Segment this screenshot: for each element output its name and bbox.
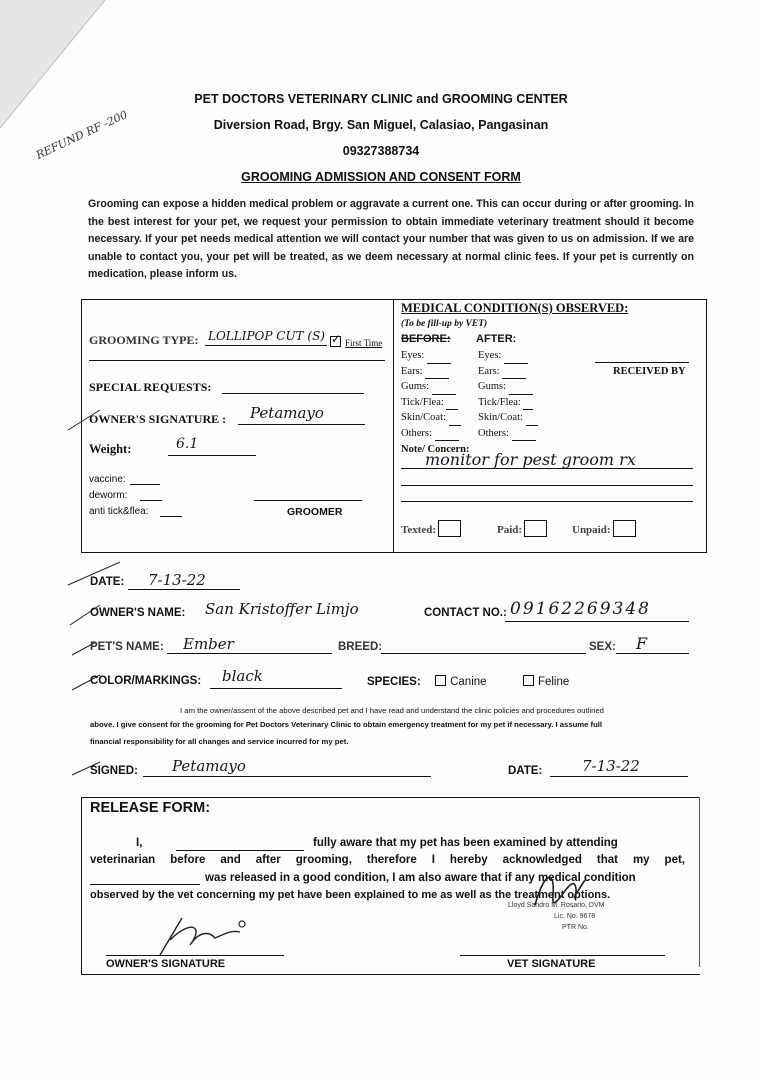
grooming-type-label: GROOMING TYPE: — [89, 333, 199, 347]
medical-subtitle: (To be fill-up by VET) — [401, 319, 488, 329]
owner-signature-scribble — [130, 910, 260, 960]
note-label: Note/ Concern: — [401, 444, 470, 455]
paid-box[interactable] — [524, 520, 547, 537]
clinic-name: PET DOCTORS VETERINARY CLINIC and GROOMING CENTER — [194, 92, 568, 106]
after-label: AFTER: — [476, 333, 517, 345]
owner-name-label: OWNER'S NAME: — [90, 607, 186, 619]
release-i-label: I, — [136, 837, 143, 849]
sex-line — [616, 653, 689, 654]
antitick-field[interactable] — [160, 516, 182, 517]
paid-label: Paid: — [497, 524, 523, 536]
first-time-checkbox[interactable] — [330, 332, 342, 347]
before-eyes: Eyes: — [401, 348, 461, 364]
weight-label: Weight: — [89, 442, 132, 456]
signed-value: Petamayo — [172, 757, 246, 775]
sex-label: SEX: — [589, 641, 616, 653]
stamp-lic: Lic. No. 9678 — [554, 913, 596, 920]
received-by-label: RECEIVED BY — [613, 366, 686, 377]
pet-name-label: PET'S NAME: — [90, 641, 164, 653]
after-skin: Skin/Coat: — [478, 410, 538, 426]
date-value[interactable]: 7-13-22 — [148, 571, 206, 589]
groomer-line — [254, 500, 362, 501]
owner-signature-label: OWNER'S SIGNATURE : — [89, 412, 227, 426]
owner-release-signature-label: OWNER'S SIGNATURE — [106, 958, 226, 970]
vet-signature-line — [460, 955, 665, 956]
release-line-4: observed by the vet concerning my pet have been explained to me as well as the treatment options. — [90, 889, 611, 901]
release-line-3: was released in a good condition, I am also aware that if any medical condition — [205, 872, 636, 884]
contact-value[interactable]: 09162269348 — [510, 599, 651, 619]
clinic-phone: 09327388734 — [342, 144, 420, 158]
vet-signature-scribble — [525, 865, 595, 915]
consent-line-2: above. I give consent for the grooming for Pet Doctors Veterinary Clinic to obtain emergency treatment for my pet if necessary. I assume full — [90, 720, 603, 729]
vaccine-field[interactable] — [130, 484, 160, 485]
after-eyes: Eyes: — [478, 348, 538, 364]
antitick-label: anti tick&flea: — [89, 506, 149, 517]
vet-signature-label: VET SIGNATURE — [507, 958, 596, 970]
canine-checkbox[interactable] — [435, 675, 446, 686]
after-others: Others: — [478, 426, 538, 442]
after-ears: Ears: — [478, 364, 538, 380]
feline-checkbox[interactable] — [523, 675, 534, 686]
page-corner-shadow — [0, 0, 110, 130]
sex-value[interactable]: F — [636, 634, 648, 653]
contact-label: CONTACT NO.: — [424, 607, 507, 619]
owner-name-value[interactable]: San Kristoffer Limjo — [205, 600, 359, 618]
first-time-label: First Time — [345, 338, 383, 348]
note-line-2 — [401, 485, 693, 486]
clinic-address: Diversion Road, Brgy. San Miguel, Calasiao, Pangasinan — [213, 118, 549, 132]
medical-before-column — [401, 348, 461, 441]
medical-after-column — [478, 348, 538, 441]
signed-date-line — [550, 776, 688, 777]
species-label: SPECIES: — [367, 676, 421, 688]
breed-label: BREED: — [338, 641, 383, 653]
after-tick: Tick/Flea: — [478, 395, 538, 411]
color-line — [210, 688, 342, 689]
special-requests-label: SPECIAL REQUESTS: — [89, 380, 212, 394]
owner-signature-line — [238, 424, 365, 425]
special-requests-field[interactable] — [222, 393, 364, 394]
note-value[interactable]: monitor for pest groom rx — [425, 450, 636, 469]
deworm-field[interactable] — [140, 500, 162, 501]
texted-box[interactable] — [438, 520, 461, 537]
pet-name-value[interactable]: Ember — [183, 635, 234, 653]
weight-line — [168, 455, 256, 456]
before-skin: Skin/Coat: — [401, 410, 461, 426]
vaccine-label: vaccine: — [89, 474, 126, 485]
box-divider — [393, 299, 394, 552]
date-line — [128, 589, 240, 590]
release-box-right — [699, 797, 700, 967]
signed-date-label: DATE: — [508, 765, 543, 777]
received-by-line — [595, 362, 689, 363]
before-ears: Ears: — [401, 364, 461, 380]
medical-title: MEDICAL CONDITION(S) OBSERVED: — [401, 301, 629, 315]
stamp-ptr: PTR No. — [562, 924, 589, 931]
release-line-2: veterinarian before and after grooming, therefore I hereby acknowledged that my pet, — [90, 854, 685, 866]
feline-label: Feline — [537, 676, 570, 688]
grooming-type-line — [205, 345, 327, 346]
consent-line-1: I am the owner/assent of the above described pet and I have read and understand the clinic policies and procedures outlined — [180, 706, 604, 715]
signed-label: SIGNED: — [90, 765, 138, 777]
owner-signature-value: Petamayo — [250, 404, 324, 422]
owner-release-signature-line — [106, 955, 284, 956]
unpaid-option[interactable] — [572, 520, 636, 537]
date-label: DATE: — [90, 576, 125, 588]
pen-marks — [60, 400, 120, 800]
unpaid-label: Unpaid: — [572, 524, 611, 536]
groomer-label: GROOMER — [287, 506, 343, 518]
consent-line-3: financial responsibility for all changes and service incurred for my pet. — [90, 737, 349, 746]
first-time-option[interactable] — [330, 332, 383, 348]
grooming-type-line-2 — [89, 360, 385, 361]
species-field — [367, 675, 569, 688]
form-title: GROOMING ADMISSION AND CONSENT FORM — [241, 170, 521, 184]
before-tick: Tick/Flea: — [401, 395, 461, 411]
pet-name-line — [167, 653, 332, 654]
before-gums: Gums: — [401, 379, 461, 395]
note-line-3 — [401, 501, 693, 502]
intro-paragraph: Grooming can expose a hidden medical problem or aggravate a current one. This can occur during or after grooming. In the best interest for your pet, we request your permission to obtain immediate veterinary treatment should it become necessary. If your pet needs medical attention we will contact your number that was given to us on admission. If we are unable to contact you, your pet will be treated, as we deem necessary at normal clinic fees. If your pet is currently on medication, please inform us. — [88, 198, 694, 280]
weight-value[interactable]: 6.1 — [176, 436, 199, 452]
release-title: RELEASE FORM: — [90, 800, 211, 816]
before-others: Others: — [401, 426, 461, 442]
paid-option[interactable] — [497, 520, 547, 537]
breed-field[interactable] — [381, 653, 586, 654]
margin-note: REFUND RF -200 — [34, 108, 130, 162]
color-label: COLOR/MARKINGS: — [90, 675, 202, 687]
deworm-label: deworm: — [89, 490, 128, 501]
note-line-1 — [401, 468, 693, 469]
before-label: BEFORE: — [401, 333, 451, 345]
signed-line — [143, 776, 431, 777]
texted-label: Texted: — [401, 524, 437, 536]
release-line-1: fully aware that my pet has been examined by attending — [313, 837, 618, 849]
after-gums: Gums: — [478, 379, 538, 395]
stamp-name: Lloyd Sandro M. Rosario, DVM — [508, 902, 605, 909]
texted-option[interactable] — [401, 520, 461, 537]
grooming-type-value[interactable]: LOLLIPOP CUT (S) — [208, 329, 325, 343]
release-pet-field[interactable] — [90, 884, 200, 885]
unpaid-box[interactable] — [613, 520, 636, 537]
color-value[interactable]: black — [222, 667, 263, 685]
contact-line — [505, 621, 689, 622]
check-mark-icon: ✓ — [331, 332, 342, 346]
release-name-field[interactable] — [176, 850, 304, 851]
signed-date-value[interactable]: 7-13-22 — [582, 757, 640, 775]
canine-label: Canine — [450, 676, 487, 688]
